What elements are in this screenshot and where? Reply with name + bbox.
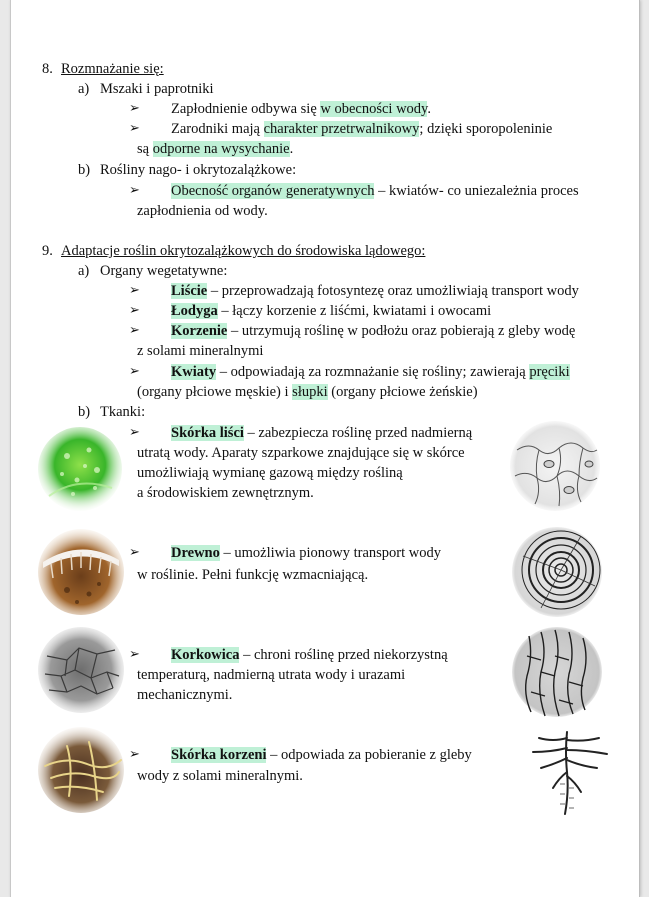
bullet-arrow-icon: ➢ — [129, 120, 140, 135]
bullet-arrow-icon: ➢ — [129, 182, 140, 197]
bullet-text-continued: zapłodnienia od wody. — [137, 203, 268, 219]
bullet-arrow-icon: ➢ — [129, 646, 140, 661]
section-8-number: 8. — [42, 61, 53, 77]
item-a-label: a) — [78, 81, 90, 97]
section-9-title: Adaptacje roślin okrytozalążkowych do środowiska lądowego: — [61, 243, 426, 259]
bullet-text: Zapłodnienie odbywa się w obecności wody. — [171, 101, 431, 117]
organ-item: Łodyga – łączy korzenie z liśćmi, kwiatami i owocami — [171, 303, 492, 319]
item-b-text: Rośliny nago- i okrytozalążkowe: — [100, 162, 297, 178]
tissue-item-continued: a środowiskiem zewnętrznym. — [137, 485, 314, 501]
section-9-number: 9. — [42, 243, 53, 259]
tissue-item: Skórka liści – zabezpiecza roślinę przed nadmierną — [171, 425, 473, 441]
tissue-item: Skórka korzeni – odpowiada za pobieranie z gleby — [171, 747, 472, 763]
epidermis-cells-drawing — [509, 420, 601, 512]
item-a-label: a) — [78, 263, 90, 279]
organ-item-continued: (organy płciowe męskie) i słupki (organy płciowe żeńskie) — [137, 384, 478, 400]
root-photo — [37, 726, 125, 814]
document-page — [10, 0, 640, 897]
bullet-arrow-icon: ➢ — [129, 282, 140, 297]
organ-item: Kwiaty – odpowiadają za rozmnażanie się rośliny; zawierają pręciki — [171, 364, 570, 380]
tissue-item-continued: w roślinie. Pełni funkcję wzmacniającą. — [137, 567, 369, 583]
item-a-text: Mszaki i paprotniki — [100, 81, 214, 97]
bullet-arrow-icon: ➢ — [129, 424, 140, 439]
tissue-item-continued: wody z solami mineralnymi. — [137, 768, 303, 784]
wood-photo — [37, 528, 125, 616]
organ-item-continued: z solami mineralnymi — [137, 343, 264, 359]
bullet-arrow-icon: ➢ — [129, 100, 140, 115]
root-drawing — [527, 728, 613, 818]
bullet-arrow-icon: ➢ — [129, 544, 140, 559]
cork-texture-drawing — [511, 626, 603, 718]
leaf-epidermis-photo — [37, 426, 123, 512]
bullet-arrow-icon: ➢ — [129, 363, 140, 378]
tissue-item-continued: mechanicznymi. — [137, 687, 233, 703]
item-b-label: b) — [78, 404, 91, 420]
tissue-item: Drewno – umożliwia pionowy transport wody — [171, 545, 441, 561]
item-b-text: Tkanki: — [100, 404, 146, 420]
organ-item: Korzenie – utrzymują roślinę w podłożu oraz pobierają z gleby wodę — [171, 323, 576, 339]
organ-item: Liście – przeprowadzają fotosyntezę oraz umożliwiają transport wody — [171, 283, 579, 299]
bullet-arrow-icon: ➢ — [129, 746, 140, 761]
section-8-title: Rozmnażanie się: — [61, 61, 164, 77]
item-b-label: b) — [78, 162, 91, 178]
tissue-item-continued: utratą wody. Aparaty szparkowe znajdujące się w skórce — [137, 445, 465, 461]
bullet-arrow-icon: ➢ — [129, 322, 140, 337]
tissue-item: Korkowica – chroni roślinę przed niekorzystną — [171, 647, 448, 663]
bullet-arrow-icon: ➢ — [129, 302, 140, 317]
bullet-text: Zarodniki mają charakter przetrwalnikowy; dzięki sporopoleninie — [171, 121, 553, 137]
bullet-text-continued: są odporne na wysychanie. — [137, 141, 294, 157]
tissue-item-continued: temperaturą, nadmierną utrata wody i urazami — [137, 667, 406, 683]
tissue-item-continued: umożliwiają wymianę gazową między rośliną — [137, 465, 403, 481]
bullet-text: Obecność organów generatywnych – kwiatów- co uniezależnia proces — [171, 183, 579, 199]
cork-photo — [37, 626, 125, 714]
item-a-text: Organy wegetatywne: — [100, 263, 228, 279]
wood-rings-drawing — [511, 526, 603, 618]
